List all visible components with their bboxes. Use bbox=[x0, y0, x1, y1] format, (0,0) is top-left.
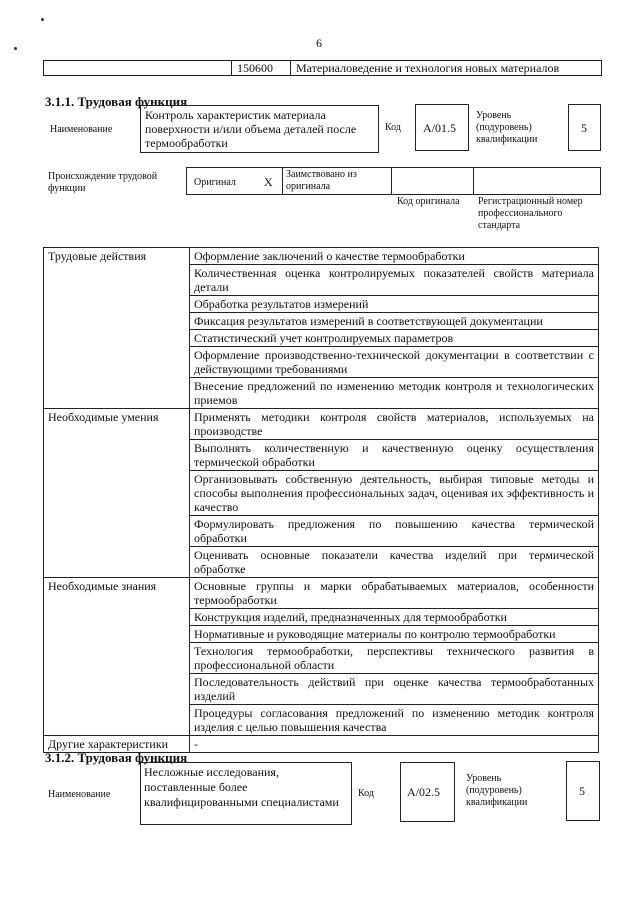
table-row bbox=[44, 578, 599, 609]
scan-speck bbox=[41, 18, 44, 21]
code-label: Код bbox=[385, 122, 401, 133]
table-cell: Выполнять количественную и качественную оценку осуществления термической обработки bbox=[190, 440, 599, 471]
category-cell: Другие характеристики bbox=[44, 736, 190, 753]
table-row bbox=[44, 409, 599, 440]
table-cell: Процедуры согласования предложений по изменению методик контроля изделия с целью повышения качества bbox=[190, 705, 599, 736]
table-cell: Организовывать собственную деятельность, выбирая типовые методы и способы выполнения профессиональных задач, оценивая их эффективность и качество bbox=[190, 471, 599, 516]
origin-mark: X bbox=[264, 175, 273, 189]
category-cell: Необходимые знания bbox=[44, 578, 190, 736]
table-cell: Последовательность действий при оценке качества термообработанных изделий bbox=[190, 674, 599, 705]
function-name-2: Несложные исследования, поставленные более квалифицированными специалистами bbox=[144, 765, 339, 809]
table-cell: - bbox=[190, 736, 599, 753]
reg-number-label: Регистрационный номер профессионального стандарта bbox=[478, 196, 583, 231]
function-table bbox=[43, 247, 599, 753]
table-cell: Технология термообработки, перспективы технического развития в профессиональной области bbox=[190, 643, 599, 674]
table-cell: Применять методики контроля свойств материалов, используемых на производстве bbox=[190, 409, 599, 440]
table-cell: Оценивать основные показатели качества изделий при термической обработке bbox=[190, 547, 599, 578]
origin-original: Оригинал bbox=[194, 177, 236, 188]
origin-box bbox=[186, 167, 601, 195]
table-cell: Оформление производственно-технической документации в соответствии с действующими требованиями bbox=[190, 347, 599, 378]
table-cell: Статистический учет контролируемых параметров bbox=[190, 330, 599, 347]
function-code: A/01.5 bbox=[423, 121, 456, 135]
name-label-2: Наименование bbox=[48, 789, 111, 800]
table-cell: Формулировать предложения по повышению качества термической обработки bbox=[190, 516, 599, 547]
scan-speck bbox=[14, 47, 17, 50]
table-cell: Количественная оценка контролируемых показателей свойств материала детали bbox=[190, 265, 599, 296]
table-row bbox=[44, 248, 599, 265]
table-cell: Основные группы и марки обрабатываемых материалов, особенности термообработки bbox=[190, 578, 599, 609]
header-row bbox=[43, 60, 602, 76]
table-cell: Нормативные и руководящие материалы по контролю термообработки bbox=[190, 626, 599, 643]
table-cell: Оформление заключений о качестве термообработки bbox=[190, 248, 599, 265]
header-title: Материаловедение и технология новых материалов bbox=[296, 61, 560, 75]
header-code: 150600 bbox=[237, 61, 273, 75]
level-label: Уровень (подуровень) квалификации bbox=[476, 110, 538, 145]
function-name: Контроль характеристик материала поверхности и/или объема деталей после термообработки bbox=[145, 108, 357, 150]
category-cell: Необходимые умения bbox=[44, 409, 190, 578]
category-cell: Трудовые действия bbox=[44, 248, 190, 409]
level-label-2: Уровень (подуровень) квалификации bbox=[466, 773, 528, 808]
section-title: 3.1.1. Трудовая функция bbox=[45, 94, 188, 109]
level-value-2: 5 bbox=[579, 784, 585, 798]
table-cell: Обработка результатов измерений bbox=[190, 296, 599, 313]
level-value: 5 bbox=[581, 121, 587, 135]
code-original-label: Код оригинала bbox=[397, 196, 460, 207]
name-label: Наименование bbox=[50, 124, 113, 135]
origin-label: Происхождение трудовой функции bbox=[48, 171, 158, 194]
origin-borrowed: Заимствовано из оригинала bbox=[286, 169, 357, 192]
table-cell: Конструкция изделий, предназначенных для термообработки bbox=[190, 609, 599, 626]
section-title-2: 3.1.2. Трудовая функция bbox=[45, 750, 188, 765]
table-cell: Внесение предложений по изменению методик контроля и технологических приемов bbox=[190, 378, 599, 409]
function-code-2: A/02.5 bbox=[407, 785, 440, 799]
code-label-2: Код bbox=[358, 788, 374, 799]
table-cell: Фиксация результатов измерений в соответствующей документации bbox=[190, 313, 599, 330]
page-number: 6 bbox=[316, 36, 322, 50]
